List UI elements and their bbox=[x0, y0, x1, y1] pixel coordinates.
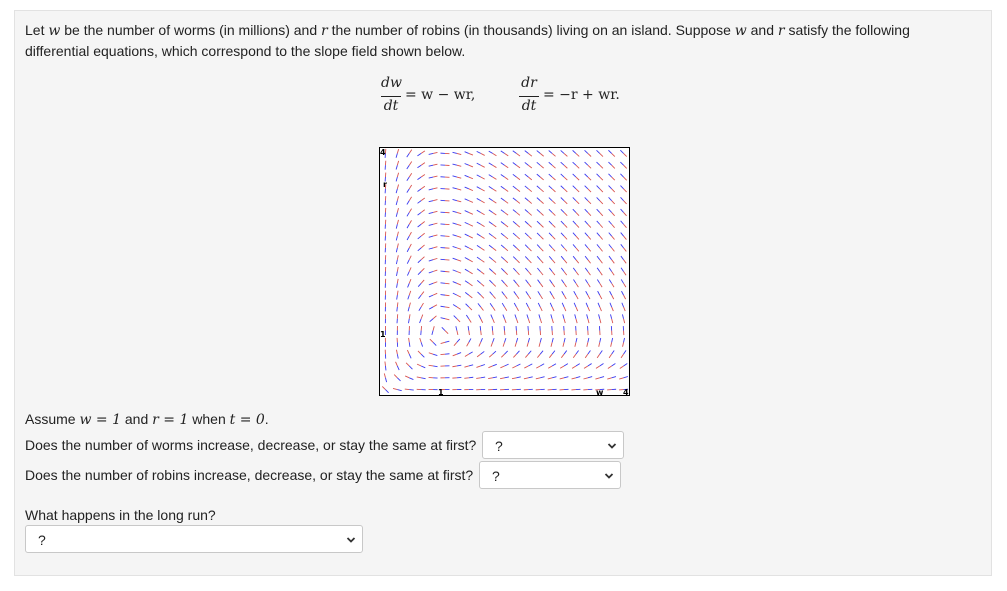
initial-t: t = 0 bbox=[229, 412, 265, 428]
var-r: r bbox=[321, 23, 328, 39]
chevron-down-icon bbox=[346, 535, 356, 545]
slope-segment bbox=[397, 307, 398, 311]
slope-segment bbox=[397, 302, 398, 306]
fraction-bar bbox=[519, 96, 539, 97]
equation-rhs: = −r + wr. bbox=[543, 87, 620, 103]
slope-segment bbox=[409, 390, 413, 391]
initial-r: r = 1 bbox=[152, 412, 189, 428]
axis-label-w: w bbox=[596, 388, 604, 397]
axis-label-w-one: 1 bbox=[438, 388, 444, 397]
equation-dr bbox=[519, 75, 639, 115]
intro-text: the number of robins (in thousands) living on an island. Suppose bbox=[327, 22, 735, 38]
var-w: w bbox=[734, 23, 747, 39]
slope-segment bbox=[469, 377, 473, 378]
numerator: dw bbox=[381, 75, 402, 91]
select-value: ? bbox=[495, 438, 503, 454]
var-r: r bbox=[777, 23, 785, 39]
intro-text: Let bbox=[25, 22, 49, 38]
slope-segment bbox=[445, 295, 449, 296]
problem-intro bbox=[25, 20, 965, 61]
slope-field-graph bbox=[379, 147, 631, 397]
slope-segment bbox=[481, 331, 482, 335]
var-w: w bbox=[48, 23, 61, 39]
initial-text: . bbox=[264, 411, 269, 427]
slope-segment bbox=[385, 366, 386, 370]
initial-text: Assume bbox=[25, 411, 80, 427]
slope-segment bbox=[441, 295, 445, 296]
axis-label-r-max: 4 bbox=[380, 148, 386, 157]
slope-segment bbox=[405, 389, 409, 390]
chevron-down-icon bbox=[607, 441, 617, 451]
axis-label-r: r bbox=[383, 180, 387, 189]
initial-w: w = 1 bbox=[79, 412, 121, 428]
slope-segment bbox=[464, 378, 468, 379]
fraction-bar bbox=[381, 96, 401, 97]
question-robins: Does the number of robins increase, decrease, or stay the same at first? bbox=[25, 467, 474, 483]
select-value: ? bbox=[492, 468, 500, 484]
long-run-answer-select[interactable] bbox=[25, 525, 363, 553]
worms-answer-select[interactable] bbox=[482, 431, 624, 459]
initial-condition bbox=[25, 411, 269, 428]
intro-text: be the number of worms (in millions) and bbox=[60, 22, 322, 38]
numerator: dr bbox=[521, 75, 537, 91]
robins-answer-select[interactable] bbox=[479, 461, 621, 489]
denominator: dt bbox=[383, 98, 399, 114]
question-long-run: What happens in the long run? bbox=[25, 507, 216, 523]
question-worms: Does the number of worms increase, decrease, or stay the same at first? bbox=[25, 437, 477, 453]
intro-text: and bbox=[746, 22, 778, 38]
chevron-down-icon bbox=[604, 471, 614, 481]
equation-dw bbox=[381, 75, 491, 115]
axis-label-r-one: 1 bbox=[380, 330, 386, 339]
initial-text: when bbox=[188, 411, 230, 427]
intro-text: satisfy the following differential equations, which correspond to the slope field shown below. bbox=[25, 22, 910, 59]
slope-segment bbox=[385, 362, 386, 366]
slope-segment bbox=[480, 326, 481, 330]
problem-panel bbox=[14, 10, 992, 576]
initial-text: and bbox=[121, 411, 153, 427]
axis-label-w-max: 4 bbox=[623, 388, 629, 397]
select-value: ? bbox=[38, 532, 46, 548]
denominator: dt bbox=[521, 98, 537, 114]
equation-rhs: = w − wr, bbox=[405, 87, 476, 103]
